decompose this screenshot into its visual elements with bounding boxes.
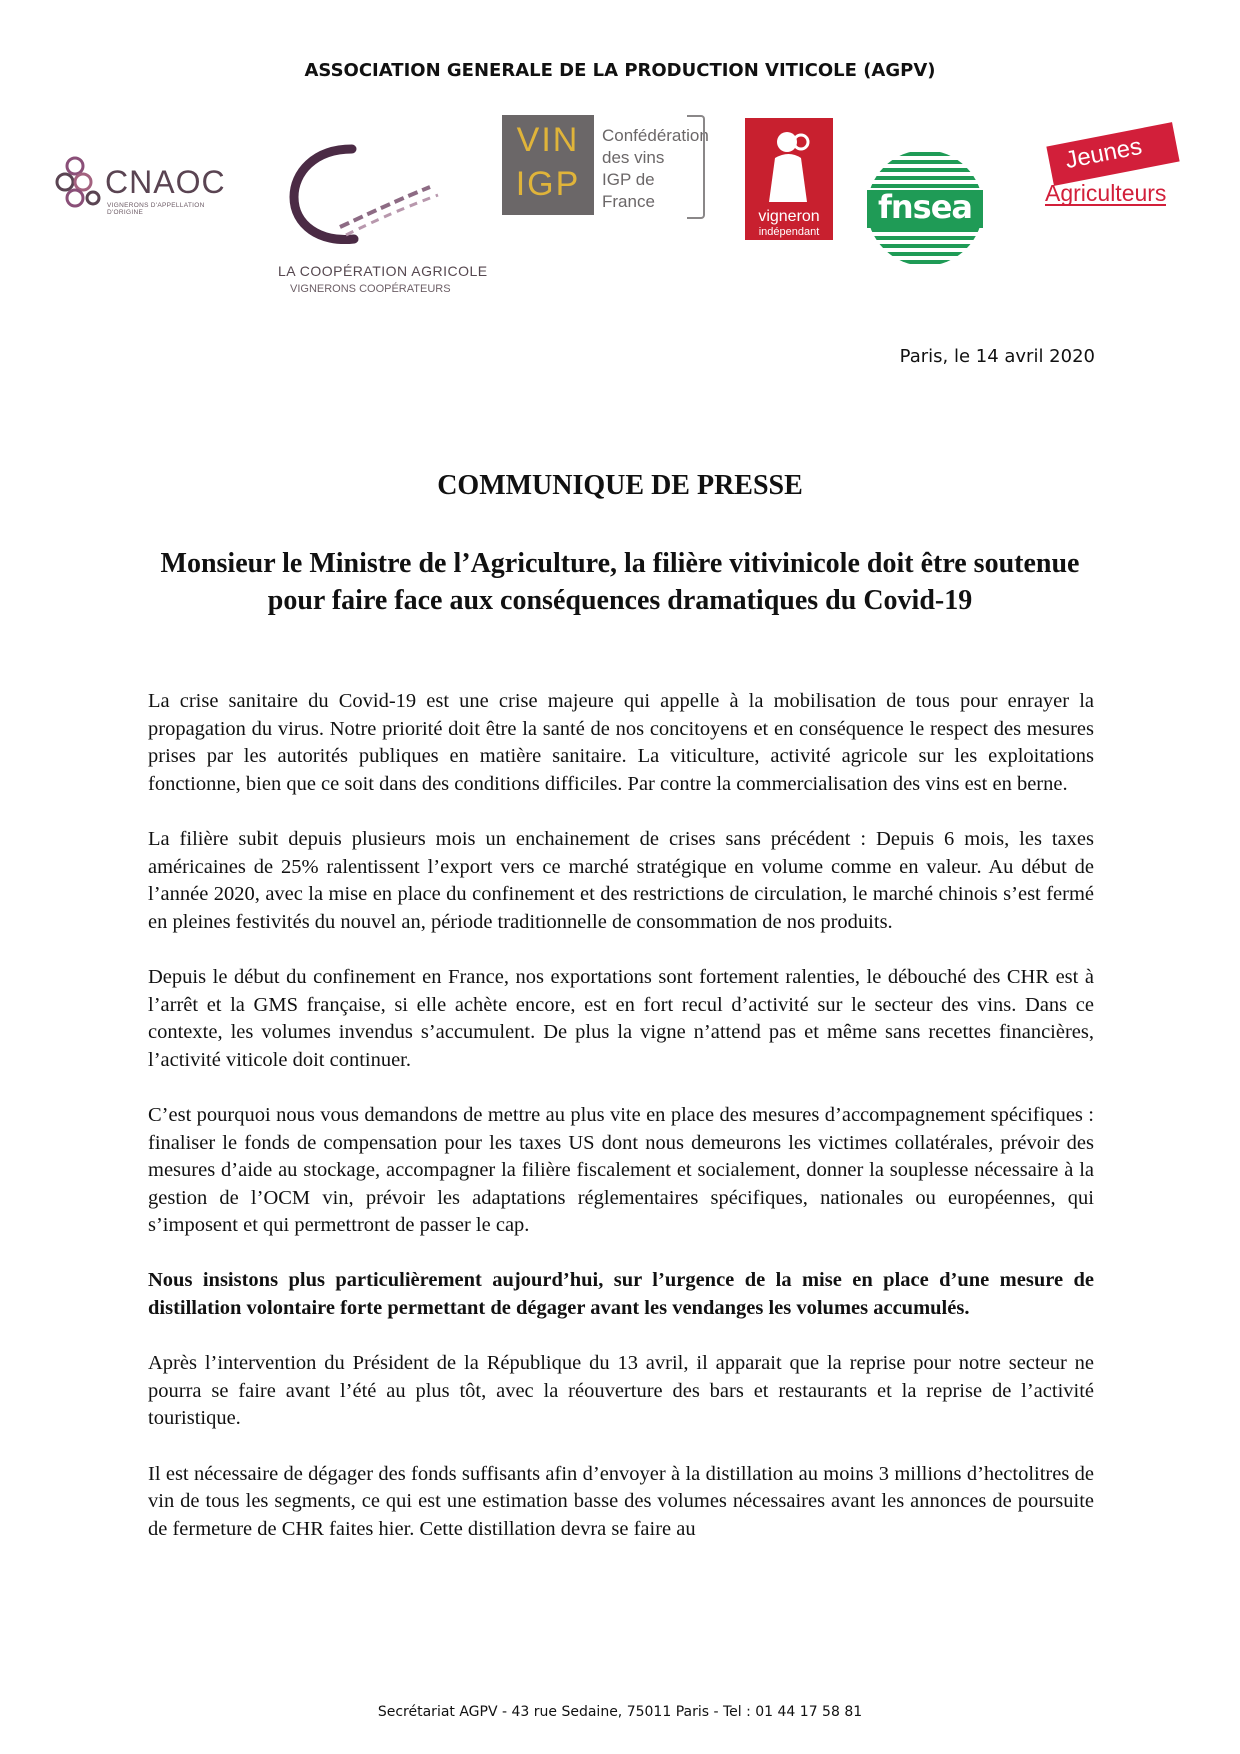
ja-agriculteurs-word: Agriculteurs: [1045, 180, 1167, 206]
vin-mark-text: VIN: [516, 121, 580, 159]
vigneron-word: vigneron: [758, 208, 820, 225]
vin-igp-mark: [502, 115, 594, 215]
ja-jeunes-word: Jeunes: [1063, 132, 1145, 175]
coop-c-mark-icon: [280, 135, 460, 255]
vin-igp-caption-line2: des vins: [602, 148, 665, 167]
paragraph: C’est pourquoi nous vous demandons de mettre au plus vite en place des mesures d’accompagnement spécifiques : finaliser le fonds de compensation pour les taxes US dont nous demeurons les victimes collatérales, prévoir des mesures d’aide au stockage, accompagner la filière fiscalement et socialement, donner la souplesse nécessaire à la gestion de l’OCM vin, prévoir les adaptations réglementaires spécifiques, nationales ou européennes, qui s’imposent et qui permettront de passer le cap.: [148, 1103, 1094, 1237]
fnsea-logo: [865, 148, 985, 268]
partner-logos: [0, 110, 1240, 295]
jeunes-agriculteurs-logo: [1035, 122, 1195, 222]
igp-mark-text: IGP: [515, 165, 581, 203]
vin-igp-bracket: [687, 115, 705, 219]
paragraph: Depuis le début du confinement en France, nos exportations sont fortement ralenties, le débouché des CHR est à l’arrêt et la GMS française, si elle achète encore, est en fort recul d’activité sur le secteur des vins. Dans ce contexte, les volumes invendus s’accumulent. De plus la vigne n’attend pas et même sans recettes financières, l’activité viticole doit continuer.: [148, 965, 1094, 1071]
paragraph: La crise sanitaire du Covid-19 est une crise majeure qui appelle à la mobilisation de tous pour enrayer la propagation du virus. Notre priorité doit être la santé de nos concitoyens et en conséquence le respect des mesures prises par les autorités publiques en matière sanitaire. La viticulture, activité agricole sur les exploitations fonctionne, bien que ce soit dans des conditions difficiles. Par contre la commercialisation des vins est en berne.: [148, 690, 1094, 795]
cooperation-agricole-logo: [270, 135, 488, 295]
grape-cluster-icon: [55, 156, 107, 212]
cnaoc-tagline: VIGNERONS D'APPELLATION D'ORIGINE: [107, 202, 205, 216]
coop-subtitle: VIGNERONS COOPÉRATEURS: [290, 283, 451, 295]
vin-igp-caption-line1: Confédération: [602, 126, 709, 145]
body-text: [148, 688, 1094, 1571]
fnsea-name: fnsea: [877, 188, 973, 226]
paragraph: Après l’intervention du Président de la République du 13 avril, il apparait que la reprise pour notre secteur ne pourra se faire avant l’été au plus tôt, avec la réouverture des bars et restaurants et la reprise de l’activité touristique.: [148, 1352, 1094, 1430]
press-release-title: COMMUNIQUE DE PRESSE: [437, 470, 803, 501]
headline: Monsieur le Ministre de l’Agriculture, la filière vitivinicole doit être soutenue pour faire face aux conséquences dramatiques du Covid-19: [160, 548, 1080, 616]
cnaoc-logo: [55, 150, 235, 220]
vin-igp-logo: [502, 115, 712, 225]
document-date: Paris, le 14 avril 2020: [899, 346, 1095, 367]
footer-contact: Secrétariat AGPV - 43 rue Sedaine, 75011 Paris - Tel : 01 44 17 58 81: [377, 1704, 863, 1720]
cnaoc-name: CNAOC: [105, 164, 226, 200]
vin-igp-caption-line3: IGP de France: [602, 170, 655, 211]
independant-word: indépendant: [758, 226, 820, 238]
paragraph: Il est nécessaire de dégager des fonds suffisants afin d’envoyer à la distillation au moins 3 millions d’hectolitres de vin de tous les segments, ce qui est une estimation basse des volumes nécessaires avant les annonces de poursuite de fermeture de CHR faites hier. Cette distillation devra se faire au: [148, 1462, 1094, 1540]
coop-name: LA COOPÉRATION AGRICOLE: [278, 263, 488, 279]
vigneron-independant-logo: [745, 118, 833, 240]
paragraph-emphasis: Nous insistons plus particulièrement aujourd’hui, sur l’urgence de la mise en place d’une mesure de distillation volontaire forte permettant de dégager avant les vendanges les volumes accumulés.: [148, 1269, 1094, 1320]
organization-title: ASSOCIATION GENERALE DE LA PRODUCTION VITICOLE (AGPV): [304, 60, 936, 81]
paragraph: La filière subit depuis plusieurs mois un enchainement de crises sans précédent : Depuis 6 mois, les taxes américaines de 25% ralentissent l’export vers ce marché stratégique en volume comme en valeur. Au début de l’année 2020, avec la mise en place du confinement et des restrictions de circulation, le marché chinois s’est fermé en pleines festivités du nouvel an, période traditionnelle de consommation de nos produits.: [148, 827, 1094, 933]
winemaker-figure-icon: [745, 120, 833, 208]
